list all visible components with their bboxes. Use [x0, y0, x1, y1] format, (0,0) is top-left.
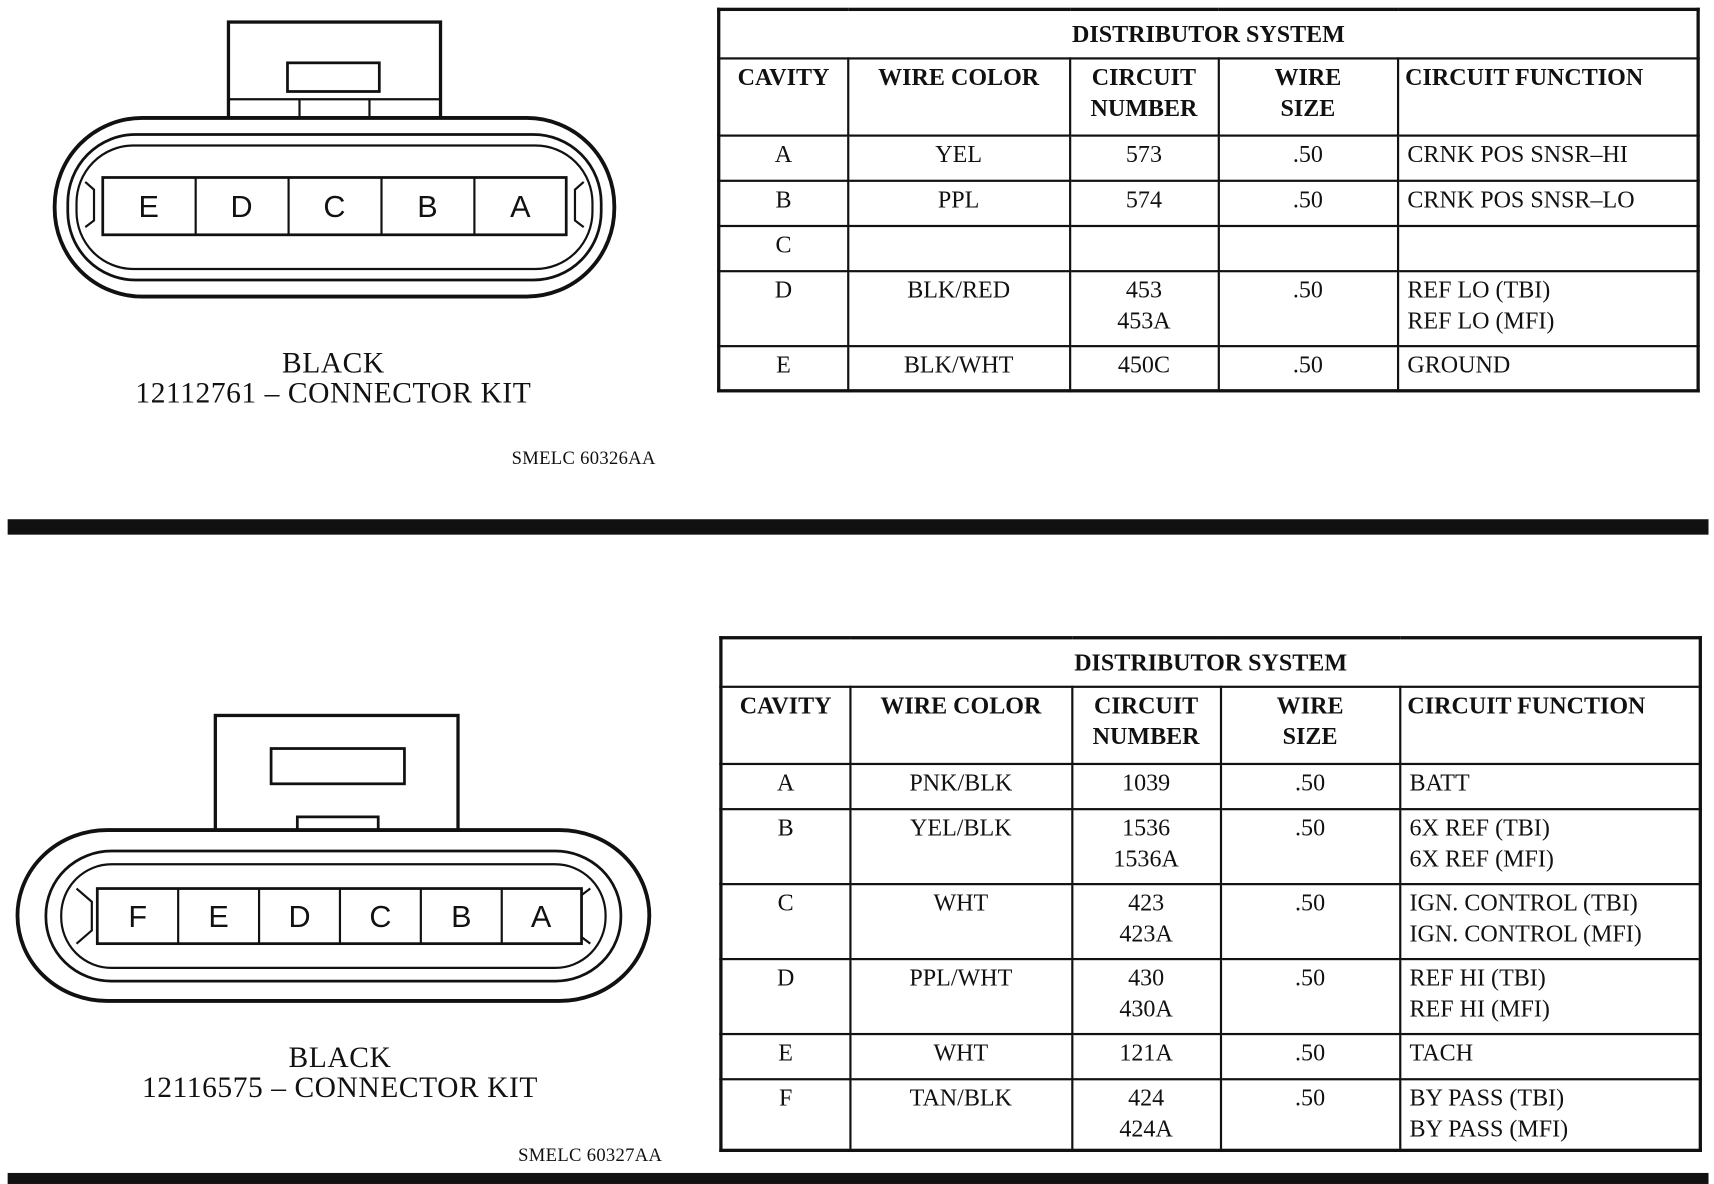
circuit-function-cell: CRNK POS SNSR–LO	[1398, 181, 1699, 226]
cavity-cell: C	[719, 226, 848, 271]
column-header-wire-size: WIRE SIZE	[1218, 58, 1397, 135]
cavity-cell: F	[721, 1079, 850, 1150]
column-header-circuit-number: CIRCUIT NUMBER	[1072, 687, 1221, 764]
wire-color-cell: PNK/BLK	[850, 764, 1072, 809]
circuit-number-cell: 424 424A	[1072, 1079, 1221, 1150]
wire-color-cell: PPL/WHT	[850, 959, 1072, 1034]
table-row	[721, 1079, 1700, 1150]
table-title: DISTRIBUTOR SYSTEM	[721, 638, 1700, 687]
connector-kit-number: 12116575 – CONNECTOR KIT	[141, 1070, 538, 1104]
column-header-wire-color: WIRE COLOR	[850, 687, 1072, 764]
table-row	[721, 809, 1700, 884]
wire-size-cell: .50	[1220, 959, 1399, 1034]
wire-color-cell: WHT	[850, 884, 1072, 959]
circuit-function-cell: GROUND	[1398, 346, 1699, 390]
wire-size-cell: .50	[1220, 809, 1399, 884]
column-header-circuit-number: CIRCUIT NUMBER	[1070, 58, 1219, 135]
wire-size-cell: .50	[1218, 271, 1397, 346]
figure-code: SMELC 60326AA	[511, 447, 656, 469]
wire-size-cell: .50	[1218, 346, 1397, 390]
table-row	[721, 884, 1700, 959]
pin-label: A	[510, 189, 531, 225]
circuit-number-cell: 1039	[1072, 764, 1221, 809]
connector-kit-number: 12112761 – CONNECTOR KIT	[135, 375, 532, 409]
cavity-cell: B	[721, 809, 850, 884]
connector-color-label: BLACK	[282, 346, 385, 380]
cavity-cell: A	[719, 136, 848, 181]
circuit-number-cell: 453 453A	[1070, 271, 1219, 346]
connector-diagram-6-pin	[0, 0, 678, 1036]
wire-size-cell: .50	[1220, 884, 1399, 959]
cavity-cell: E	[721, 1034, 850, 1079]
wire-size-cell: .50	[1220, 1034, 1399, 1079]
circuit-number-cell: 574	[1070, 181, 1219, 226]
table-row	[721, 1034, 1700, 1079]
wire-size-cell: .50	[1220, 1079, 1399, 1150]
pin-label: B	[417, 189, 438, 225]
circuit-number-cell: 423 423A	[1072, 884, 1221, 959]
cavity-cell: D	[721, 959, 850, 1034]
pin-label: D	[230, 189, 253, 225]
table-row	[721, 959, 1700, 1034]
bottom-border-rule	[8, 1173, 1709, 1184]
circuit-number-cell: 573	[1070, 136, 1219, 181]
circuit-number-cell: 121A	[1072, 1034, 1221, 1079]
figure-code: SMELC 60327AA	[518, 1144, 663, 1166]
cavity-cell: E	[719, 346, 848, 390]
column-header-cavity: CAVITY	[719, 58, 848, 135]
wire-size-cell: .50	[1218, 181, 1397, 226]
column-header-circuit-function: CIRCUIT FUNCTION	[1398, 58, 1699, 135]
cavity-cell: A	[721, 764, 850, 809]
pin-label: A	[530, 899, 552, 935]
circuit-function-cell: CRNK POS SNSR–HI	[1398, 136, 1699, 181]
connector-color-label: BLACK	[288, 1040, 392, 1074]
connector-kit-label	[105, 1040, 575, 1104]
pin-label: C	[369, 899, 392, 935]
circuit-number-cell: 1536 1536A	[1072, 809, 1221, 884]
pin-label: E	[208, 899, 229, 935]
pin-label: B	[451, 899, 472, 935]
wire-color-cell: PPL	[848, 181, 1070, 226]
circuit-number-cell: 450C	[1070, 346, 1219, 390]
circuit-function-cell: REF LO (TBI) REF LO (MFI)	[1398, 271, 1699, 346]
column-header-wire-size: WIRE SIZE	[1220, 687, 1399, 764]
wire-size-cell: .50	[1218, 136, 1397, 181]
circuit-function-cell: REF HI (TBI) REF HI (MFI)	[1400, 959, 1701, 1034]
circuit-number-cell: 430 430A	[1072, 959, 1221, 1034]
wire-color-cell: YEL/BLK	[850, 809, 1072, 884]
circuit-function-cell: BATT	[1400, 764, 1701, 809]
circuit-function-cell: 6X REF (TBI) 6X REF (MFI)	[1400, 809, 1701, 884]
table-title: DISTRIBUTOR SYSTEM	[719, 9, 1698, 58]
wire-color-cell: WHT	[850, 1034, 1072, 1079]
cavity-cell: C	[721, 884, 850, 959]
wire-color-cell: YEL	[848, 136, 1070, 181]
column-header-wire-color: WIRE COLOR	[848, 58, 1070, 135]
wire-size-cell: .50	[1220, 764, 1399, 809]
wire-color-cell: BLK/WHT	[848, 346, 1070, 390]
cavity-cell: B	[719, 181, 848, 226]
pin-label: E	[138, 189, 159, 225]
column-header-cavity: CAVITY	[721, 687, 850, 764]
table-row	[721, 764, 1700, 809]
pin-label: D	[288, 899, 311, 935]
circuit-function-cell: TACH	[1400, 1034, 1701, 1079]
wire-color-cell: TAN/BLK	[850, 1079, 1072, 1150]
cavity-cell: D	[719, 271, 848, 346]
circuit-function-cell: BY PASS (TBI) BY PASS (MFI)	[1400, 1079, 1701, 1150]
pinout-table	[719, 636, 1702, 1152]
wire-color-cell: BLK/RED	[848, 271, 1070, 346]
pin-label: F	[128, 899, 148, 935]
circuit-function-cell: IGN. CONTROL (TBI) IGN. CONTROL (MFI)	[1400, 884, 1701, 959]
pin-label: C	[323, 189, 346, 225]
column-header-circuit-function: CIRCUIT FUNCTION	[1400, 687, 1701, 764]
